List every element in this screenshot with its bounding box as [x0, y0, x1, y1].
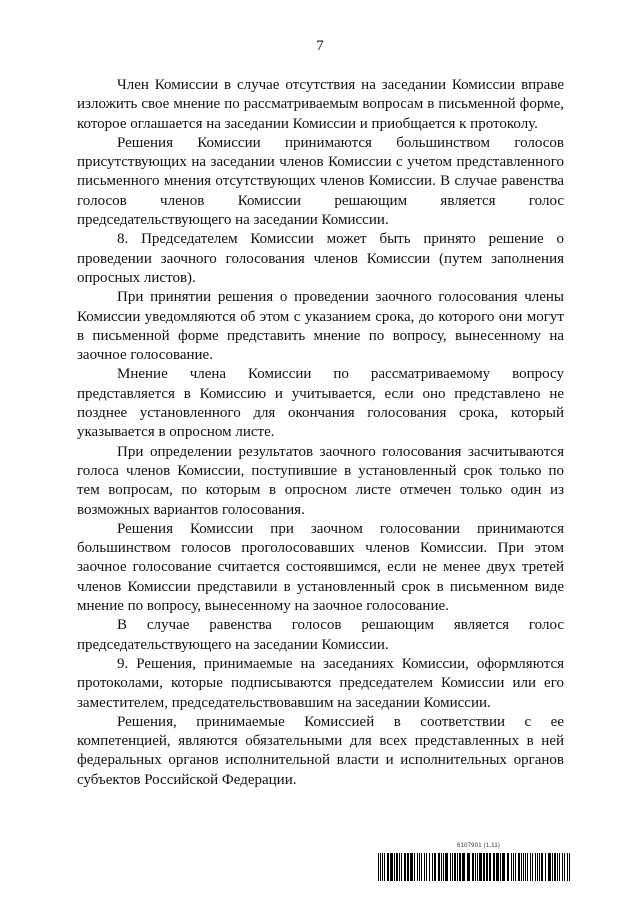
barcode-image — [378, 853, 570, 881]
footer-form-code: 6107901 (1.11) — [457, 843, 501, 849]
paragraph: Решения Комиссии при заочном голосовании принимаются большинством голосов проголосовавших членов Комиссии. При этом заочное голосование считается состоявшимся, если не менее двух третей членов Комиссии представили в установленный срок в письменном виде мнение по вопросу, вынесенному на заочное голосование. — [77, 520, 564, 615]
paragraph: Член Комиссии в случае отсутствия на заседании Комиссии вправе изложить свое мнение по рассматриваемым вопросам в письменной форме, которое оглашается на заседании Комиссии и приобщается к протоколу. — [77, 77, 564, 132]
paragraph: Мнение члена Комиссии по рассматриваемому вопросу представляется в Комиссию и учитывается, если оно представлено не позднее установленного для окончания голосования срока, который указывается в опросном листе. — [77, 366, 564, 441]
paragraph: При определении результатов заочного голосования засчитываются голоса членов Комиссии, поступившие в установленный срок только по тем вопросам, по которым в опросном листе отмечен только один из возможных вариантов голосования. — [77, 443, 564, 518]
document-body — [77, 76, 564, 790]
paragraph: При принятии решения о проведении заочного голосования члены Комиссии уведомляются об этом с указанием срока, до которого они могут в письменной форме представить мнение по вопросу, вынесенному на заочное голосование. — [77, 289, 564, 364]
paragraph: 8. Председателем Комиссии может быть принято решение о проведении заочного голосования членов Комиссии (путем заполнения опросных листов). — [77, 231, 564, 286]
paragraph: 9. Решения, принимаемые на заседаниях Комиссии, оформляются протоколами, которые подписываются председателем Комиссии или его заместителем, председательствовавшим на заседании Комиссии. — [77, 655, 564, 711]
page-number: 7 — [316, 38, 324, 54]
paragraph: Решения, принимаемые Комиссией в соответствии с ее компетенцией, являются обязательными для всех представленных в ней федеральных органов исполнительной власти и исполнительных органов субъектов Российской Федерации. — [77, 713, 564, 788]
paragraph: В случае равенства голосов решающим является голос председательствующего на заседании Комиссии. — [77, 617, 564, 653]
paragraph: Решения Комиссии принимаются большинством голосов присутствующих на заседании членов Комиссии с учетом представленного письменного мнения отсутствующих членов Комиссии. В случае равенства голосов членов Комиссии решающим является голос председательствующего на заседании Комиссии. — [77, 134, 564, 229]
